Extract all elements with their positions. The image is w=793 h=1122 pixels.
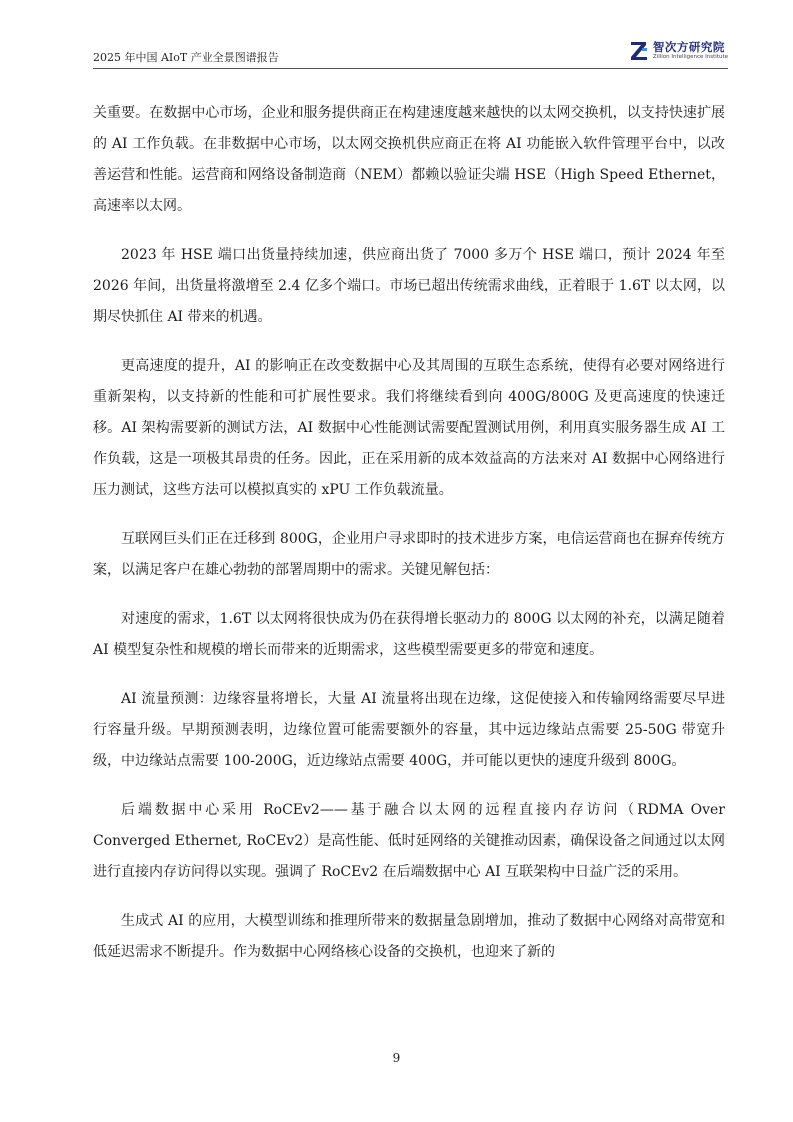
logo-chinese-name: 智次方研究院 [652,39,725,54]
header-divider [93,68,728,69]
page-number: 9 [392,1051,401,1065]
report-title: 2025 年中国 AIoT 产业全景图谱报告 [93,51,279,64]
paragraph: 互联网巨头们正在迁移到 800G，企业用户寻求即时的技术进步方案，电信运营商也在摒弃传统方案，以满足客户在雄心勃勃的部署周期中的需求。关键见解包括： [93,531,725,578]
institute-logo [629,38,728,64]
body-text [93,98,725,986]
paragraph: 2023 年 HSE 端口出货量持续加速，供应商出货了 7000 多万个 HSE 端口，预计 2024 年至 2026 年间，出货量将激增至 2.4 亿多个端口。市场已超出传统需求曲线，正着眼于 1.6T 以太网，以期尽快抓住 AI 带来的机遇。 [93,247,725,325]
zillion-logo-icon [629,40,649,62]
paragraph: 生成式 AI 的应用，大模型训练和推理所带来的数据量急剧增加，推动了数据中心网络对高带宽和低延迟需求不断提升。作为数据中心网络核心设备的交换机，也迎来了新的 [93,913,725,960]
page-header [93,38,728,66]
paragraph: 关重要。在数据中心市场，企业和服务提供商正在构建速度越来越快的以太网交换机，以支持快速扩展的 AI 工作负载。在非数据中心市场，以太网交换机供应商正在将 AI 功能嵌入软件管理平台中，以改善运营和性能。运营商和网络设备制造商（NEM）都赖以验证尖端 HSE（High Speed Ethernet，高速率以太网。 [93,105,725,214]
paragraph: AI 流量预测：边缘容量将增长，大量 AI 流量将出现在边缘，这促使接入和传输网络需要尽早进行容量升级。早期预测表明，边缘位置可能需要额外的容量，其中远边缘站点需要 25-50G 带宽升级，中边缘站点需要 100-200G，近边缘站点需要 400G，并可能以更快的速度升级到 800G。 [93,691,725,769]
paragraph: 更高速度的提升，AI 的影响正在改变数据中心及其周围的互联生态系统，使得有必要对网络进行重新架构，以支持新的性能和可扩展性要求。我们将继续看到向 400G/800G 及更高速度的快速迁移。AI 架构需要新的测试方法，AI 数据中心性能测试需要配置测试用例，利用真实服务器生成 AI 工作负载，这是一项极其昂贵的任务。因此，正在采用新的成本效益高的方法来对 AI 数据中心网络进行压力测试，这些方法可以模拟真实的 xPU 工作负载流量。 [93,358,725,498]
paragraph: 对速度的需求，1.6T 以太网将很快成为仍在获得增长驱动力的 800G 以太网的补充，以满足随着 AI 模型复杂性和规模的增长而带来的近期需求，这些模型需要更多的带宽和速度。 [93,611,725,658]
paragraph: 后端数据中心采用 RoCEv2——基于融合以太网的远程直接内存访问（RDMA Over Converged Ethernet, RoCEv2）是高性能、低时延网络的关键推动因素，确保设备之间通过以太网进行直接内存访问得以实现。强调了 RoCEv2 在后端数据中心 AI 互联架构中日益广泛的采用。 [93,802,725,880]
logo-english-name: Zillion Intelligence Institute [652,54,728,60]
